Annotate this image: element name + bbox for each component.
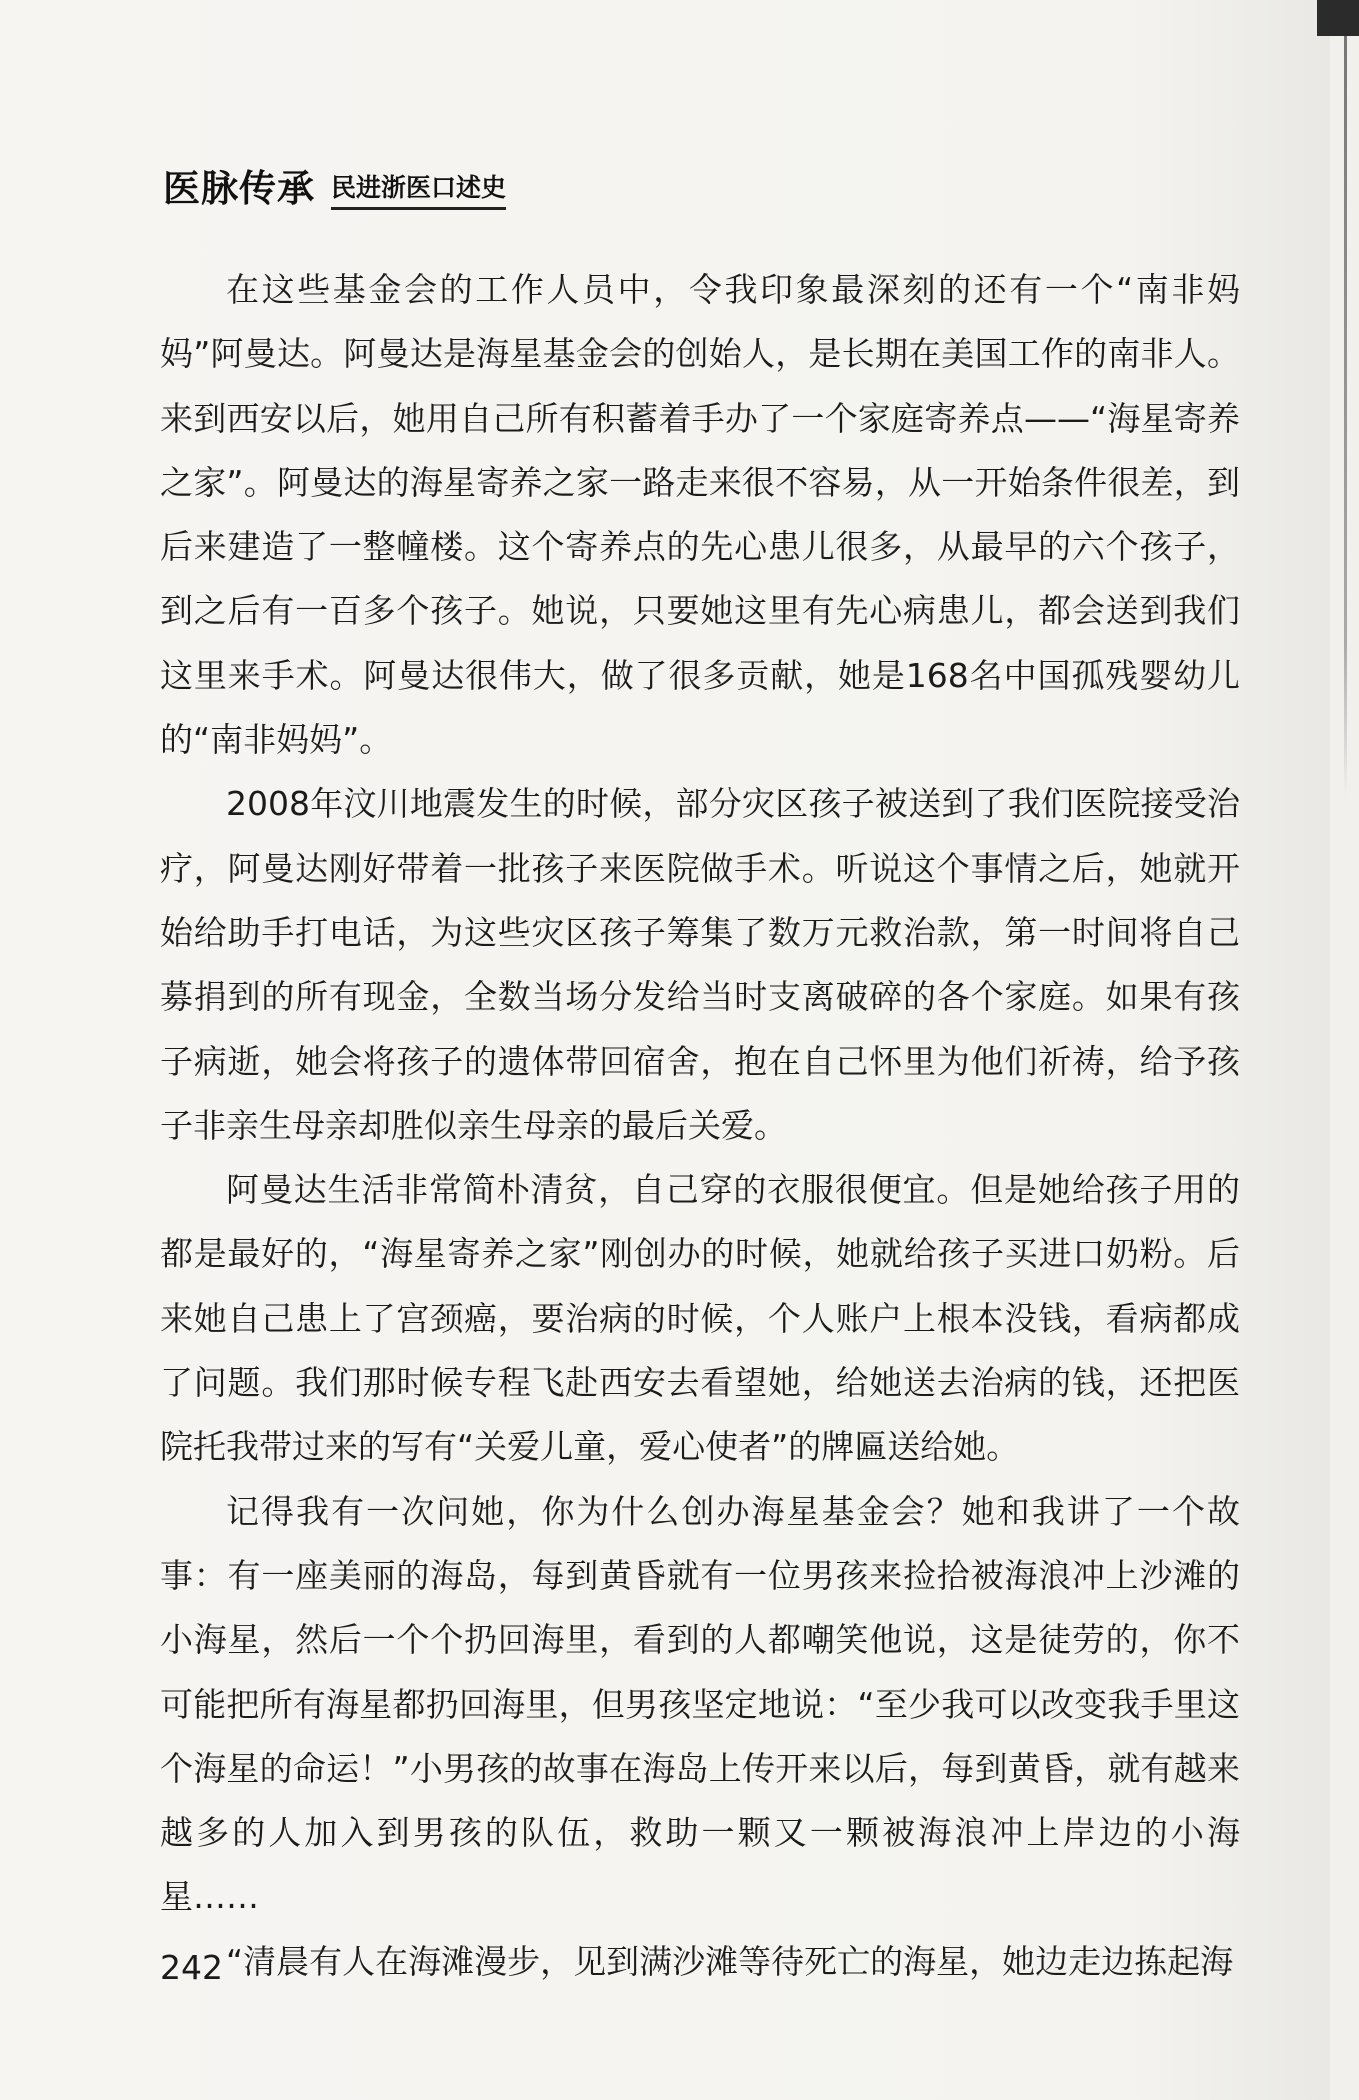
book-title: 医脉传承 xyxy=(163,166,315,210)
page-number: 242 xyxy=(160,1948,223,1987)
running-header xyxy=(163,158,506,212)
paragraph: 2008年汶川地震发生的时候，部分灾区孩子被送到了我们医院接受治疗，阿曼达刚好带着一批孩子来医院做手术。听说这个事情之后，她就开始给助手打电话，为这些灾区孩子筹集了数万元救治款，第一时间将自己募捐到的所有现金，全数当场分发给当时支离破碎的各个家庭。如果有孩子病逝，她会将孩子的遗体带回宿舍，抱在自己怀里为他们祈祷，给予孩子非亲生母亲却胜似亲生母亲的最后关爱。 xyxy=(160,784,1240,1145)
paragraph: 在这些基金会的工作人员中，令我印象最深刻的还有一个“南非妈妈”阿曼达。阿曼达是海星基金会的创始人，是长期在美国工作的南非人。来到西安以后，她用自己所有积蓄着手办了一个家庭寄养点——“海星寄养之家”。阿曼达的海星寄养之家一路走来很不容易，从一开始条件很差，到后来建造了一整幢楼。这个寄养点的先心患儿很多，从最早的六个孩子，到之后有一百多个孩子。她说，只要她这里有先心病患儿，都会送到我们这里来手术。阿曼达很伟大，做了很多贡献，她是168名中国孤残婴幼儿的“南非妈妈”。 xyxy=(160,270,1240,760)
paragraph: 阿曼达生活非常简朴清贫，自己穿的衣服很便宜。但是她给孩子用的都是最好的，“海星寄养之家”刚创办的时候，她就给孩子买进口奶粉。后来她自己患上了宫颈癌，要治病的时候，个人账户上根本没钱，看病都成了问题。我们那时候专程飞赴西安去看望她，给她送去治病的钱，还把医院托我带过来的写有“关爱儿童，爱心使者”的牌匾送给她。 xyxy=(160,1170,1240,1467)
paragraph: 记得我有一次问她，你为什么创办海星基金会？她和我讲了一个故事：有一座美丽的海岛，每到黄昏就有一位男孩来捡拾被海浪冲上沙滩的小海星，然后一个个扔回海里，看到的人都嘲笑他说，这是徒劳的，你不可能把所有海星都扔回海里，但男孩坚定地说：“至少我可以改变我手里这个海星的命运！”小男孩的故事在海岛上传开来以后，每到黄昏，就有越来越多的人加入到男孩的队伍，救助一颗又一颗被海浪冲上岸边的小海星…… xyxy=(160,1491,1240,1917)
page-edge-line xyxy=(1344,36,1347,796)
book-subtitle: 民进浙医口述史 xyxy=(331,168,506,210)
scan-edge-shadow xyxy=(1317,0,1359,36)
paragraph: “清晨有人在海滩漫步，见到满沙滩等待死亡的海星，她边走边拣起海 xyxy=(226,1941,1234,1981)
body-text xyxy=(160,258,1240,1994)
